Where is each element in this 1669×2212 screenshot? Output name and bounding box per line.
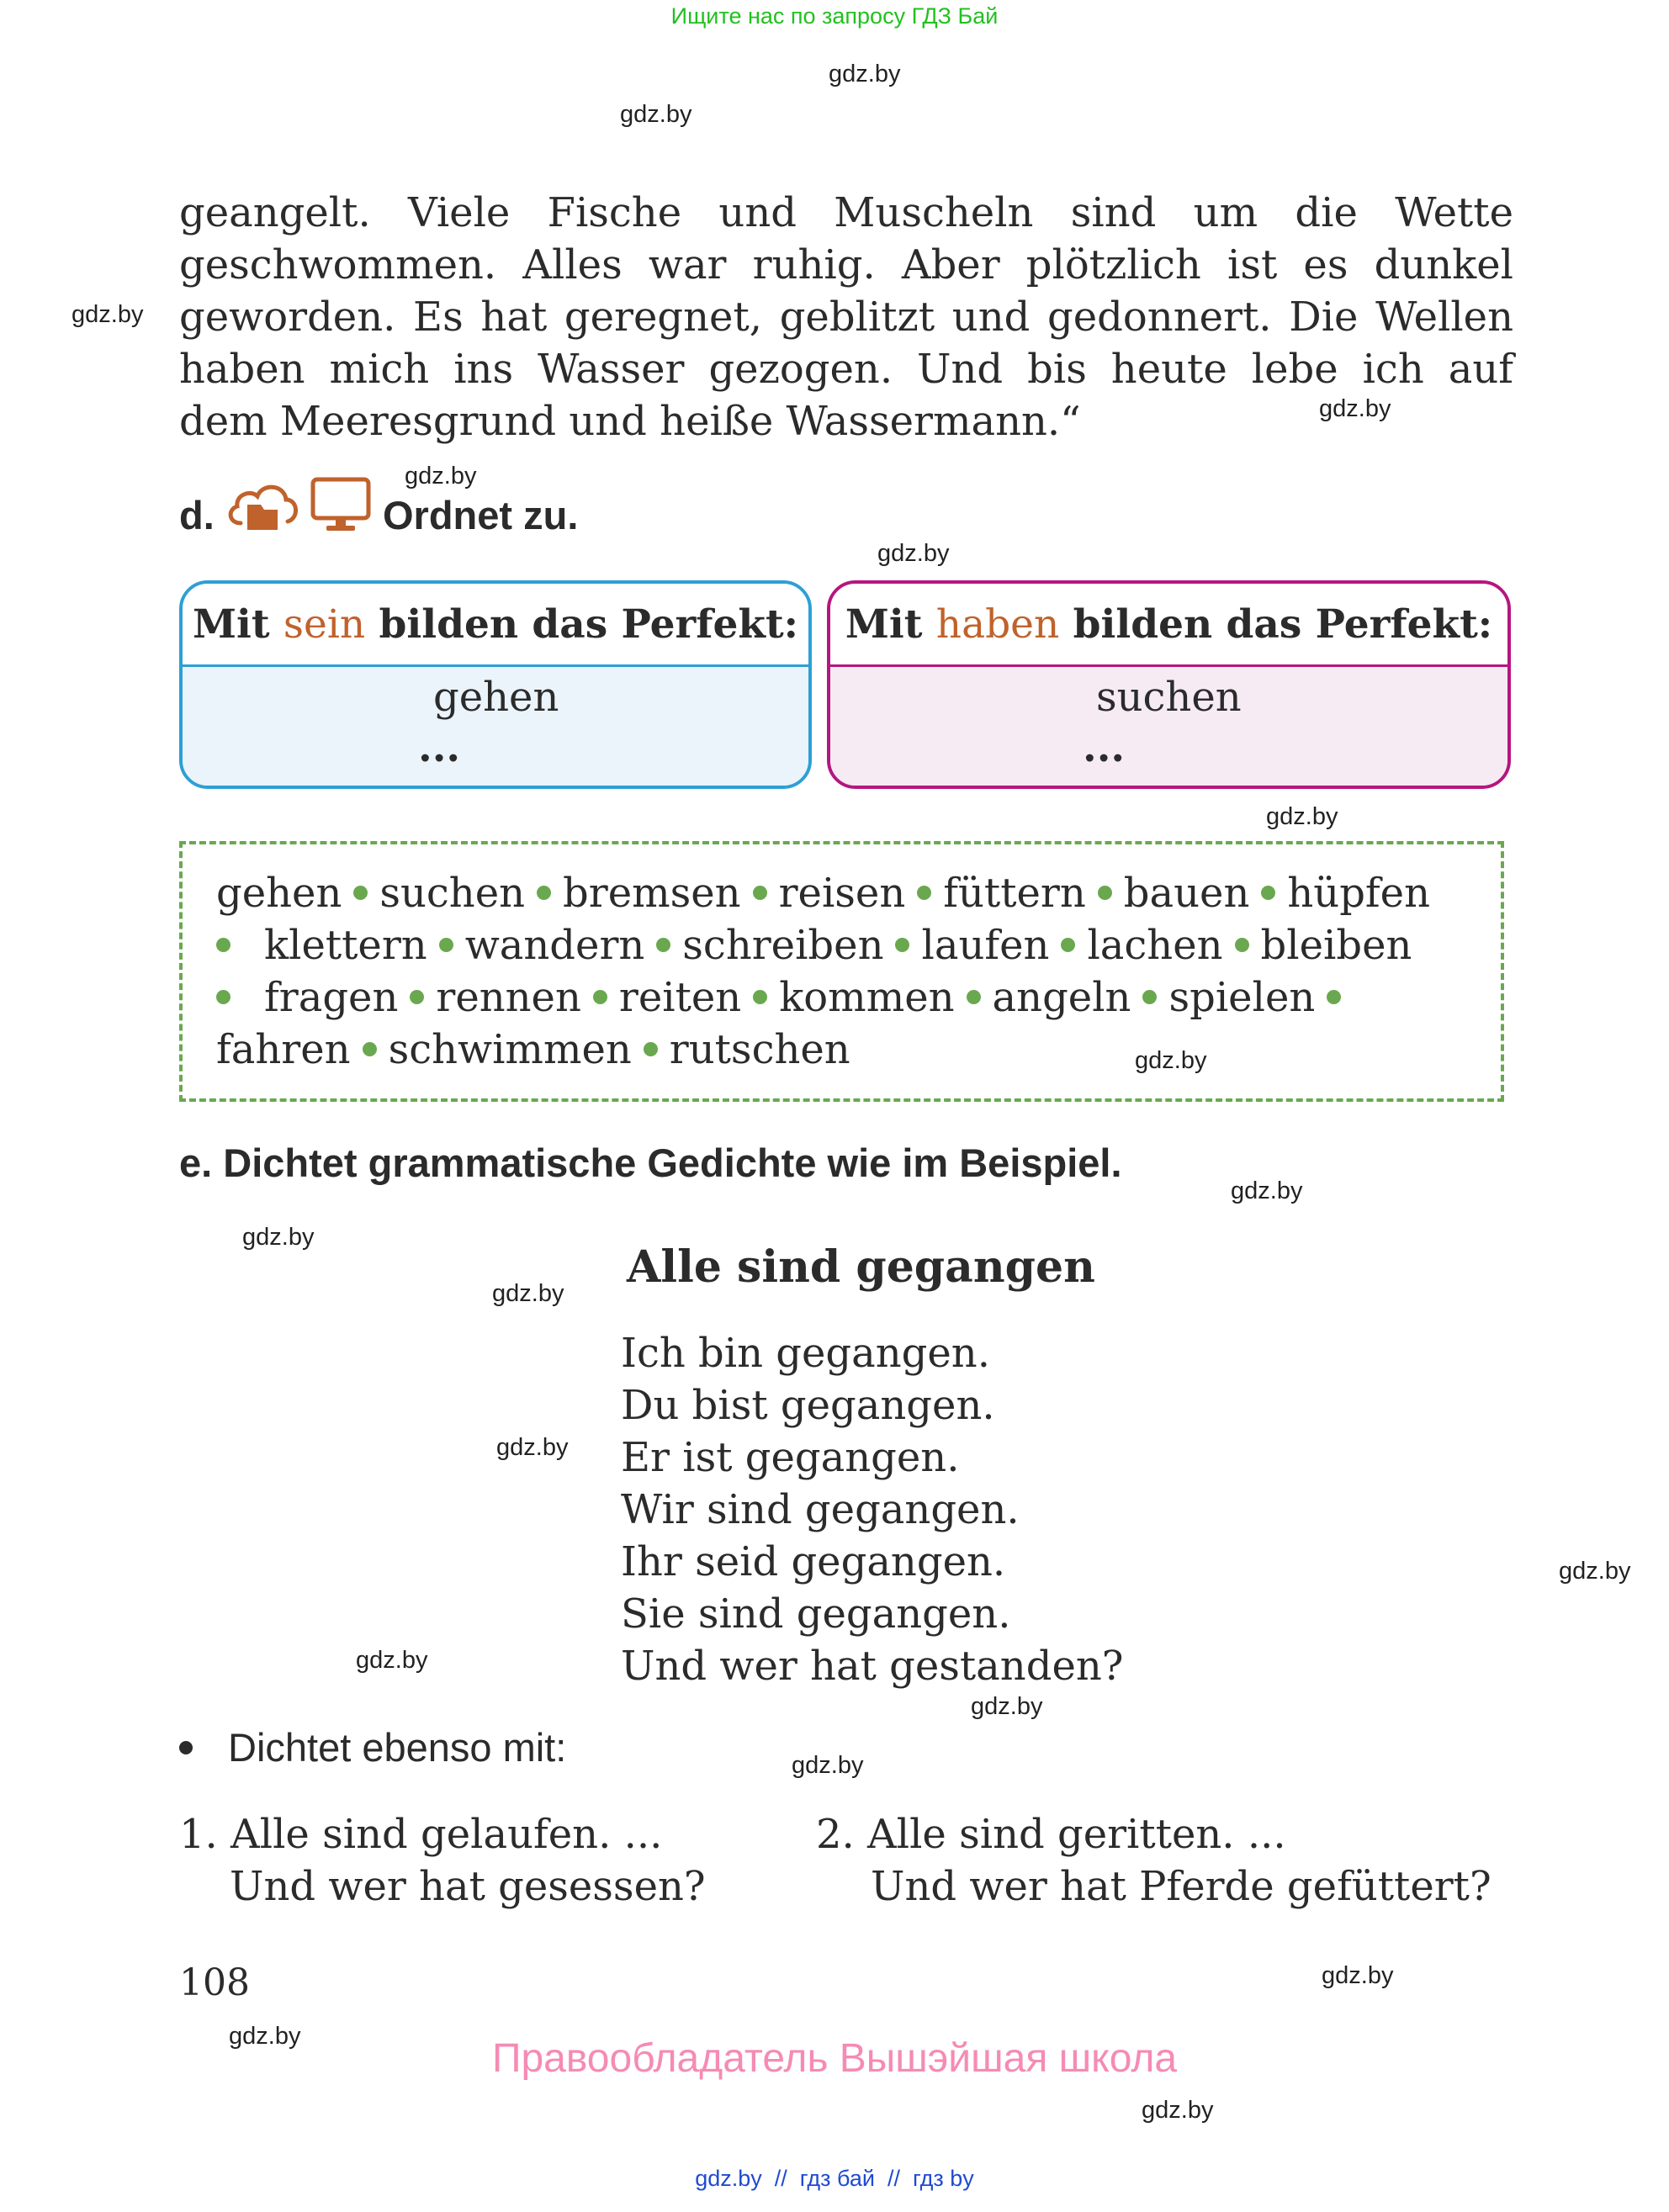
copyright-notice: Правообладатель Вышэйшая школа bbox=[491, 2036, 1178, 2081]
wordlist-line-4 bbox=[216, 1026, 850, 1073]
sein-perfekt-box bbox=[179, 580, 812, 789]
verb-word: wandern bbox=[464, 922, 645, 969]
haben-perfekt-box bbox=[827, 580, 1511, 789]
page-number: 108 bbox=[179, 1961, 250, 2004]
poem-line: Sie sind gegangen. bbox=[621, 1590, 1011, 1638]
watermark: gdz.by bbox=[971, 1693, 1043, 1720]
story-line: geschwommen. Alles war ruhig. Aber plötzlich ist es dunkel bbox=[179, 241, 1513, 288]
verb-word: reisen bbox=[778, 870, 906, 917]
bullet-dot-icon bbox=[353, 886, 368, 900]
haben-example-word: suchen bbox=[1096, 674, 1242, 721]
story-line: haben mich ins Wasser gezogen. Und bis heute lebe ich auf bbox=[179, 346, 1513, 393]
bullet-dot-icon bbox=[1327, 990, 1341, 1004]
verb-word: suchen bbox=[379, 870, 526, 917]
watermark: gdz.by bbox=[242, 1224, 315, 1251]
title-suffix: bilden das Perfekt: bbox=[1073, 601, 1493, 648]
watermark: gdz.by bbox=[1319, 395, 1391, 422]
title-keyword: haben bbox=[935, 601, 1060, 648]
sein-ellipsis: ... bbox=[418, 724, 461, 771]
verb-word: reiten bbox=[618, 974, 742, 1021]
title-prefix: Mit bbox=[192, 601, 270, 648]
story-line: geworden. Es hat geregnet, geblitzt und gedonnert. Die Wellen bbox=[179, 294, 1513, 341]
watermark: gdz.by bbox=[1322, 1962, 1394, 1989]
watermark: gdz.by bbox=[877, 540, 950, 567]
poem-title: Alle sind gegangen bbox=[627, 1241, 1095, 1293]
bullet-dot-icon bbox=[410, 990, 424, 1004]
title-suffix: bilden das Perfekt: bbox=[379, 601, 799, 648]
title-prefix: Mit bbox=[845, 601, 923, 648]
verb-word: laufen bbox=[921, 922, 1050, 969]
task-d-instruction: Ordnet zu. bbox=[383, 493, 579, 537]
bullet-dot-icon bbox=[179, 1741, 193, 1754]
bullet-dot-icon bbox=[439, 938, 453, 952]
verb-word: schreiben bbox=[682, 922, 884, 969]
task-e-instruction: e. Dichtet grammatische Gedichte wie im Beispiel. bbox=[179, 1140, 1122, 1185]
verb-wordlist-box bbox=[179, 841, 1504, 1102]
bullet-dot-icon bbox=[1142, 990, 1157, 1004]
verb-word: rutschen bbox=[669, 1026, 850, 1073]
wordlist-line-1 bbox=[216, 870, 1430, 917]
verb-word: hüpfen bbox=[1287, 870, 1430, 917]
watermark: gdz.by bbox=[620, 101, 692, 128]
verb-word: bauen bbox=[1123, 870, 1250, 917]
bullet-dot-icon bbox=[216, 990, 230, 1004]
watermark: gdz.by bbox=[829, 61, 901, 87]
haben-ellipsis: ... bbox=[1083, 724, 1126, 771]
verb-word: spielen bbox=[1168, 974, 1316, 1021]
poem-line: Und wer hat gestanden? bbox=[621, 1643, 1124, 1690]
poem-line: Du bist gegangen. bbox=[621, 1382, 995, 1429]
watermark: gdz.by bbox=[356, 1647, 428, 1674]
exercise-line: 2. Alle sind geritten. ... bbox=[816, 1811, 1286, 1858]
sein-box-body bbox=[183, 664, 808, 788]
watermark: gdz.by bbox=[1559, 1558, 1631, 1585]
verb-word: angeln bbox=[992, 974, 1131, 1021]
haben-box-body bbox=[830, 664, 1507, 788]
bullet-dot-icon bbox=[1098, 886, 1112, 900]
verb-word: schwimmen bbox=[388, 1026, 632, 1073]
exercise-line: Und wer hat Pferde gefüttert? bbox=[871, 1863, 1492, 1910]
haben-box-title bbox=[830, 584, 1507, 664]
verb-word: kommen bbox=[779, 974, 955, 1021]
bullet-instruction bbox=[179, 1724, 566, 1770]
footer-links: gdz.by // гдз бай // гдз by bbox=[695, 2166, 974, 2191]
watermark: gdz.by bbox=[496, 1434, 569, 1461]
story-line: dem Meeresgrund und heiße Wassermann.“ bbox=[179, 398, 1081, 445]
bullet-dot-icon bbox=[216, 938, 230, 952]
watermark: gdz.by bbox=[72, 301, 144, 328]
sein-box-title bbox=[183, 584, 808, 664]
poem-line: Ich bin gegangen. bbox=[621, 1330, 990, 1377]
exercise-1 bbox=[179, 1808, 706, 1913]
verb-word: bleiben bbox=[1260, 922, 1412, 969]
poem-line: Ihr seid gegangen. bbox=[621, 1538, 1006, 1585]
bullet-dot-icon bbox=[1261, 886, 1275, 900]
verb-word: bremsen bbox=[563, 870, 741, 917]
top-banner: Ищите нас по запросу ГДЗ Бай bbox=[670, 3, 999, 29]
poem-body bbox=[621, 1327, 1124, 1692]
story-line: geangelt. Viele Fische und Muscheln sind um die Wette bbox=[179, 189, 1513, 236]
title-keyword: sein bbox=[283, 601, 366, 648]
bullet-dot-icon bbox=[753, 886, 767, 900]
watermark: gdz.by bbox=[1266, 803, 1338, 830]
bullet-dot-icon bbox=[1061, 938, 1075, 952]
watermark: gdz.by bbox=[792, 1752, 864, 1779]
task-d-letter: d. bbox=[179, 493, 215, 537]
bullet-dot-icon bbox=[753, 990, 767, 1004]
bullet-dot-icon bbox=[917, 886, 931, 900]
sein-example-word: gehen bbox=[433, 674, 559, 721]
story-paragraph bbox=[179, 187, 1513, 447]
wordlist-line-3 bbox=[216, 974, 1353, 1021]
watermark: gdz.by bbox=[405, 463, 477, 489]
exercise-line: 1. Alle sind gelaufen. ... bbox=[179, 1811, 663, 1858]
exercise-line: Und wer hat gesessen? bbox=[230, 1863, 706, 1910]
bullet-dot-icon bbox=[1235, 938, 1249, 952]
verb-word: gehen bbox=[216, 870, 342, 917]
watermark: gdz.by bbox=[492, 1280, 564, 1307]
bullet-text: Dichtet ebenso mit: bbox=[228, 1725, 567, 1770]
bullet-dot-icon bbox=[593, 990, 607, 1004]
verb-word: rennen bbox=[436, 974, 581, 1021]
monitor-icon bbox=[310, 476, 372, 533]
poem-line: Wir sind gegangen. bbox=[621, 1486, 1020, 1533]
bullet-dot-icon bbox=[537, 886, 551, 900]
verb-word: füttern bbox=[943, 870, 1086, 917]
exercise-2 bbox=[816, 1808, 1492, 1913]
bullet-dot-icon bbox=[967, 990, 981, 1004]
bullet-dot-icon bbox=[895, 938, 909, 952]
watermark: gdz.by bbox=[1142, 2097, 1214, 2124]
watermark: gdz.by bbox=[229, 2023, 301, 2050]
cloud-folder-icon bbox=[225, 476, 299, 533]
verb-word: fahren bbox=[216, 1026, 351, 1073]
watermark: gdz.by bbox=[1231, 1177, 1303, 1204]
poem-line: Er ist gegangen. bbox=[621, 1434, 960, 1481]
wordlist-line-2 bbox=[216, 922, 1412, 969]
bullet-dot-icon bbox=[656, 938, 670, 952]
bullet-dot-icon bbox=[363, 1042, 377, 1056]
verb-word: lachen bbox=[1087, 922, 1223, 969]
verb-word: klettern bbox=[264, 922, 427, 969]
bullet-dot-icon bbox=[644, 1042, 658, 1056]
verb-word: fragen bbox=[264, 974, 399, 1021]
watermark: gdz.by bbox=[1135, 1047, 1207, 1074]
